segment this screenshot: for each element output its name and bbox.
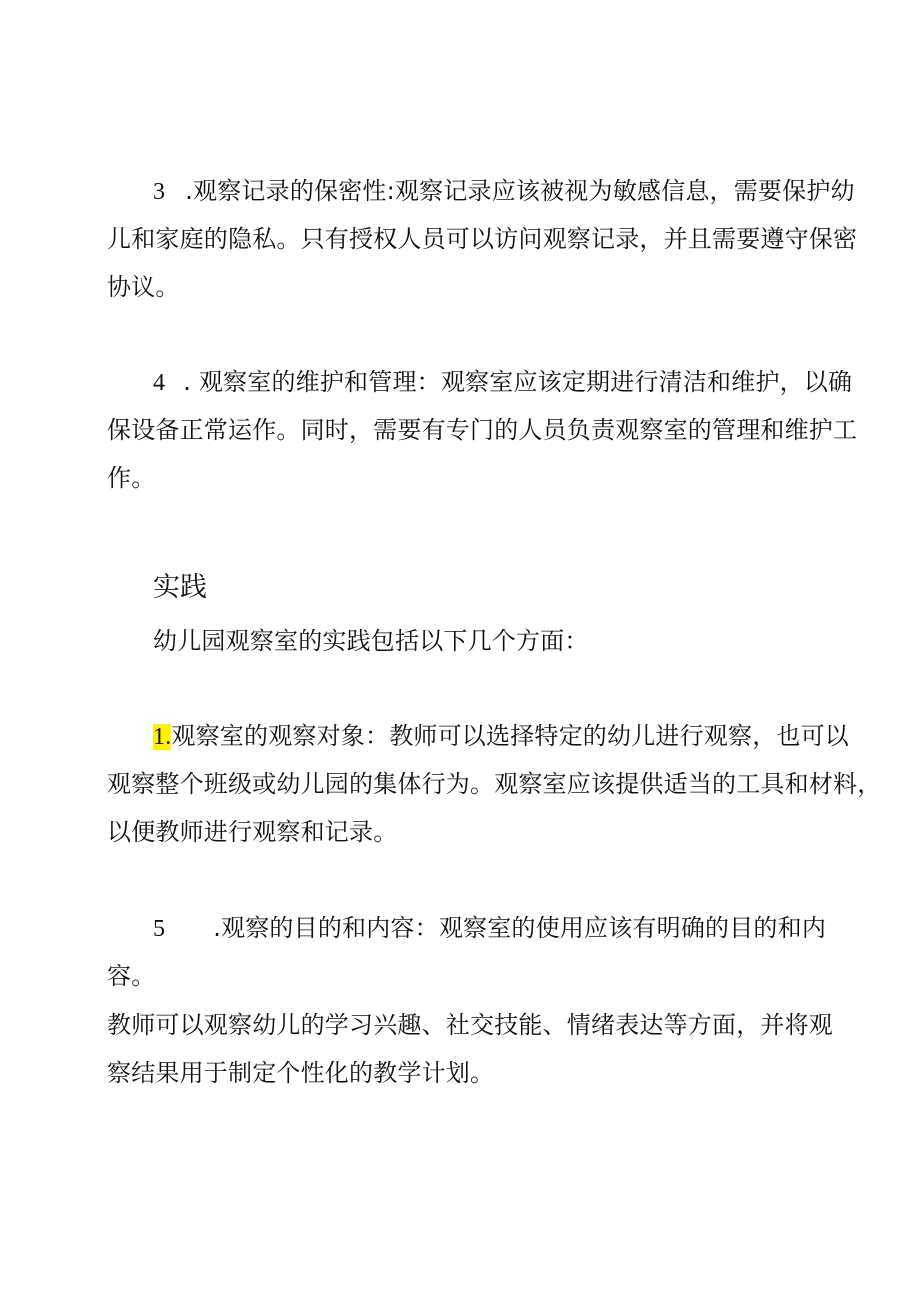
item-1-line-2: 观察整个班级或幼儿园的集体行为。观察室应该提供适当的工具和材料， (107, 770, 882, 798)
item-1-line-3: 以便教师进行观察和记录。 (107, 818, 398, 846)
item-5-text: .观察的目的和内容：观察室的使用应该有明确的目的和内 (213, 914, 827, 942)
item-1-text: 观察室的观察对象：教师可以选择特定的幼儿进行观察，也可以 (171, 722, 850, 750)
item-5-number: 5 (153, 916, 166, 942)
item-3-line-2: 儿和家庭的隐私。只有授权人员可以访问观察记录，并且需要遵守保密 (107, 225, 858, 253)
item-5-line-2: 容。 (107, 962, 156, 990)
item-4-line-1 (153, 367, 852, 398)
item-1-line-1 (153, 721, 849, 752)
item-4-line-2: 保设备正常运作。同时，需要有专门的人员负责观察室的管理和维护工 (107, 416, 858, 444)
item-5-line-1 (153, 913, 826, 944)
item-3-text: .观察记录的保密性:观察记录应该被视为敏感信息，需要保护幼 (185, 177, 855, 205)
item-3-line-3: 协议。 (107, 273, 180, 301)
item-3-number: 3 (153, 179, 166, 205)
item-4-number: 4 (153, 370, 166, 396)
item-3-line-1 (153, 176, 855, 207)
paragraph-line-2: 察结果用于制定个性化的教学计划。 (107, 1059, 495, 1087)
item-4-text: . 观察室的维护和管理：观察室应该定期进行清洁和维护，以确 (183, 368, 853, 396)
paragraph-line-1: 教师可以观察幼儿的学习兴趣、社交技能、情绪表达等方面，并将观 (107, 1011, 833, 1039)
section-intro: 幼儿园观察室的实践包括以下几个方面： (153, 627, 589, 655)
item-1-number-highlighted: 1. (153, 724, 172, 750)
section-heading: 实践 (153, 572, 207, 603)
item-4-line-3: 作。 (107, 464, 156, 492)
